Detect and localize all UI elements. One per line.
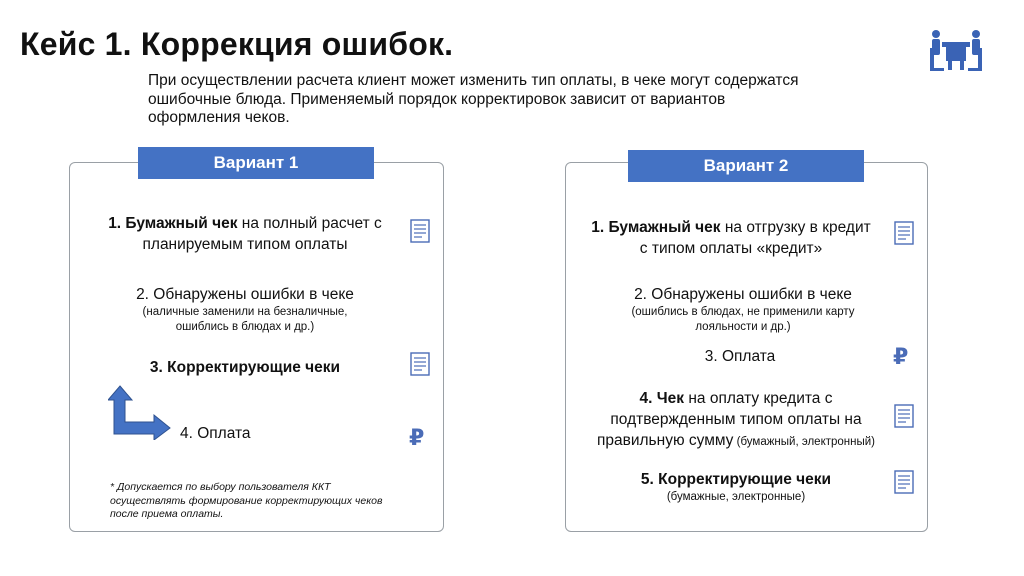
step-bold: 1. Бумажный чек xyxy=(108,215,238,232)
ruble-icon: ₽ xyxy=(409,426,425,451)
step-text: 2. Обнаружены ошибки в чеке xyxy=(634,286,852,303)
step-bold: 4. Чек xyxy=(639,390,685,407)
variant2-step5 xyxy=(570,469,902,505)
receipt-icon xyxy=(894,221,914,250)
step-text: 2. Обнаружены ошибки в чеке xyxy=(136,286,354,303)
step-text: на оплату кредита с xyxy=(684,390,833,407)
step-subtext: (ошиблись в блюдах, не применили карту xyxy=(631,306,855,318)
intro-line: При осуществлении расчета клиент может изменить тип оплаты, в чеке могут содержатся xyxy=(148,72,799,89)
step-subtext: ошиблись в блюдах и др.) xyxy=(175,321,315,333)
step-subtext: лояльности и др.) xyxy=(695,321,791,333)
ruble-icon: ₽ xyxy=(893,345,909,370)
receipt-icon xyxy=(894,404,914,433)
step-subtext: (наличные заменили на безналичные, xyxy=(142,306,348,318)
step-subtext: (бумажные, электронные) xyxy=(666,491,806,503)
step-text: с типом оплаты «кредит» xyxy=(639,240,823,257)
variant1-banner: Вариант 1 xyxy=(138,147,374,179)
turn-arrow-icon xyxy=(108,384,174,445)
variant2-banner: Вариант 2 xyxy=(628,150,864,182)
note-line: осуществлять формирование корректирующих чеков xyxy=(110,494,383,507)
receipt-icon xyxy=(410,352,430,381)
variant1-step3 xyxy=(80,357,410,378)
variant1-step2 xyxy=(80,284,410,335)
step-text: правильную сумму xyxy=(596,432,734,449)
intro-text xyxy=(148,72,888,128)
step-bold: 3. Корректирующие чеки xyxy=(149,359,341,376)
receipt-icon xyxy=(410,219,430,248)
step-subtext: (бумажный, электронный) xyxy=(733,436,876,448)
step-bold: 5. Корректирующие чеки xyxy=(640,471,832,488)
receipt-icon xyxy=(894,470,914,499)
variant2-step1 xyxy=(568,217,894,259)
variant2-step2 xyxy=(568,284,918,335)
intro-line: ошибочные блюда. Применяемый порядок корректировок зависит от вариантов xyxy=(148,90,726,108)
step-text: подтвержденным типом оплаты на xyxy=(610,411,862,428)
step-text: на полный расчет с xyxy=(237,215,382,232)
variant1-step1 xyxy=(80,213,410,255)
variant2-step4 xyxy=(570,388,902,451)
page-title: Кейс 1. Коррекция ошибок. xyxy=(20,26,454,62)
step-bold: 1. Бумажный чек xyxy=(591,219,721,236)
step-text: 4. Оплата xyxy=(180,425,251,442)
variant1-step4 xyxy=(180,423,280,444)
step-text: 3. Оплата xyxy=(704,348,776,365)
note-line: * Допускается по выбору пользователя ККТ xyxy=(110,481,331,493)
intro-line: оформления чеков. xyxy=(148,109,290,126)
variant1-note xyxy=(110,481,430,522)
variant2-step3 xyxy=(650,346,830,367)
step-text: на отгрузку в кредит xyxy=(720,219,871,236)
step-text: планируемым типом оплаты xyxy=(142,236,348,253)
note-line: после приема оплаты. xyxy=(110,508,224,520)
meeting-table-icon xyxy=(928,28,984,72)
